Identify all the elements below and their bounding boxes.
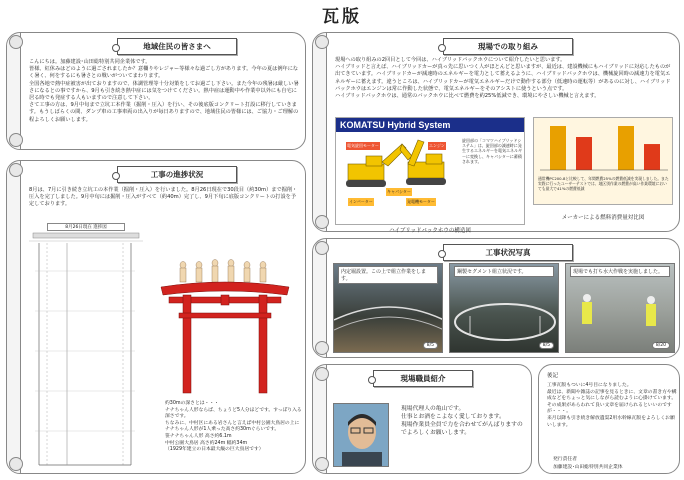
fuel-bar-3 bbox=[618, 126, 634, 170]
scroll-curl bbox=[315, 215, 329, 229]
photo-date: 8/5 bbox=[423, 342, 438, 349]
diagram-label: 8月26日現在 進捗図 bbox=[47, 223, 125, 231]
staff-text: 現場代理人の亀山です。 仕事とお酒をこよなく愛しております。 現場作業員全員で力を合わせてがんばりますのでよろしくお願いします。 bbox=[401, 406, 523, 436]
photo-2 bbox=[449, 263, 559, 353]
photos-heading: 工事状況写真 bbox=[443, 244, 573, 261]
staff-heading: 現場職員紹介 bbox=[373, 370, 473, 387]
scroll-edge bbox=[7, 33, 21, 149]
scroll-curl bbox=[9, 133, 23, 147]
fuel-bar-1 bbox=[550, 126, 566, 170]
fuel-bar-2 bbox=[576, 137, 592, 170]
hybrid-system-figure bbox=[335, 117, 525, 225]
greeting-text: こんにちは。加藤建設･山田総特別共同企業体です。 皆様、紅休みはどのように過ごされましたか？意欄りやレジャー等様々な過ごし方があります。今年の夏は例年になく暑く、何をするにも暑さとの戦いがついてまわります。 全国各地で熱中症被害が出ておりますので、体調管理等十分対策をしてお過ごし下さい。また今年の残暑は厳しい暑さになるとの事ですから、9月も引き続き熱中症には気をつけてください。熱中症は運動中や作業中以外にも自宅に居る時でも発症する人もいますので注意して下さい。 さて工事の方は、9月中旬まで立坑工本作業（掘削・圧入）を行い、その後底版コンクリート打設に移行していきます。もうしばらくの間、ダンプ車の工事車両の出入りが毎日ありますので、地域住民の皆様には、ご協力・ご理解の程よろしくお願いします。 bbox=[29, 59, 299, 123]
photo-1 bbox=[333, 263, 443, 353]
photo-3 bbox=[565, 263, 675, 353]
scroll-edge bbox=[313, 33, 327, 231]
diagram-description: 旋回部の「コマツハイブリッドシステム」は、旋回部の減速時に発生するエネルギーを電気エネルギーに変換し、キャパシターに蓄積されます。 bbox=[462, 138, 522, 164]
diagram-label-2: キャパシター bbox=[387, 189, 411, 194]
progress-panel bbox=[6, 160, 306, 474]
diagram-label-5: エンジン bbox=[429, 143, 445, 148]
komatsu-banner: KOMATSU Hybrid System bbox=[336, 118, 524, 132]
depth-note: 約30mの深さとは・・・ ナナちゃん人形ならば、ちょうど5人分ほどです。すっぽり入る深さです。 ちなみに、中村区にある岩さんと言えば中村公園大鳥居の上にナナちゃん人形が1人乗った高さ約30mぐらいです。 笹ナナちゃん人形 高さ約6.1m 中村公園大鳥居 高さ約24m 幅約34m （1929年建立の日本最大級の巨大鳥居です） bbox=[165, 401, 302, 453]
approach-text: 現場への取り組みの2回目として今回は、ハイブリッドバックホウについて紹介したいと思います。 ハイブリッドと言えば、ハイブリッドカーが真っ先に思いつく人がほとんどと思いますが、最近は、建設機械にもハイブリッドに対応したものが出てきています。ハイブリッドカーが減速時のエネルギーを電力として蓄えるように、ハイブリッドバックホウは、機械旋回時の減速力を電気エネルギーに蓄えます。違うところは、ハイブリッドカーが電気エネルギーだけで動作する部分（低速時の運転等）があるのに対し、ハイブリッドバックホウはエンジンは常に作動した状態で、電気エネルギーをそのアシストに使うという点です。 ハイブリッドバックホウは、通常のバックホウに比べて燃費を約25%低減でき、環境にやさしい機械と言えます。 bbox=[335, 57, 671, 100]
scroll-curl bbox=[9, 457, 23, 471]
photo-caption: 鋼製セグメント組立状況です。 bbox=[454, 266, 554, 277]
diagram-label-1: 電気旋回モーター bbox=[347, 143, 379, 148]
nana-figures bbox=[180, 260, 266, 283]
fuel-description: 通常機PC200-8と比較して、年間燃費25%の燃費低減を実現しました。また実際に行ったユーザーテストでは、地区別作業の燃費が高い作業環境においても最大で41%の燃費低減 bbox=[538, 176, 669, 191]
fuel-chart bbox=[534, 118, 673, 176]
diagram-label-4: 発電機モーター bbox=[407, 199, 435, 204]
greeting-heading: 地域住民の皆さまへ bbox=[117, 38, 237, 55]
progress-text: 8月は、7月に引き続き立坑工の本作業（掘削・圧入）を行いました。8月26日現在で30段目（約30m）まで掘削・圧入を完了しました。9月中旬には掘削・圧入がすべて（約40m）完了し、9月下旬に底版コンクリートの打設を予定しております。 bbox=[29, 187, 298, 208]
photo-date: 8/5 bbox=[539, 342, 554, 349]
scroll-curl bbox=[9, 35, 23, 49]
scroll-curl bbox=[315, 341, 329, 355]
issuer-label: 発行責任者 bbox=[553, 457, 577, 462]
segment-graphic bbox=[450, 264, 559, 353]
fuel-bar-4 bbox=[644, 144, 660, 170]
progress-heading: 工事の進捗状況 bbox=[117, 166, 237, 183]
workers-graphic bbox=[566, 264, 675, 353]
scroll-curl bbox=[315, 367, 329, 381]
greeting-panel bbox=[6, 32, 306, 150]
torii-gate bbox=[161, 282, 289, 393]
photo-caption: 現場でも打ち水大作戦を実施しました。 bbox=[570, 266, 670, 277]
shaft-diagram bbox=[27, 223, 145, 467]
approach-heading: 現場での取り組み bbox=[443, 38, 573, 55]
photo-caption: 内定堀設置。この上で組立作業をします。 bbox=[338, 266, 438, 284]
staff-photo bbox=[333, 403, 389, 467]
scroll-curl bbox=[315, 241, 329, 255]
person-graphic bbox=[334, 404, 389, 467]
photos-panel bbox=[312, 238, 680, 358]
scroll-edge bbox=[313, 239, 327, 357]
fuel-chart-figure bbox=[533, 117, 673, 205]
fuel-caption: メーカーによる燃料消費量対比図 bbox=[561, 215, 645, 221]
scroll-curl bbox=[9, 163, 23, 177]
postscript-text: 工事瓦版もついに4号目になりました。 最近は、新聞や雑誌の記事を見るときに、文章の書き方や構成などをちょっと気にしながら読むように心掛けています。その成果があらわれて良い文章を届けられるといいのですが・・・。 来月以降も引き続き解放遺渠2用水幹線瓦版をよろしくお願いします。 bbox=[547, 383, 677, 428]
approach-panel bbox=[312, 32, 680, 232]
diagram-label-3: インバーター bbox=[349, 199, 373, 204]
system-caption: ハイブリッドバックホウの構造図 bbox=[389, 228, 471, 234]
shaft-drawing bbox=[27, 231, 145, 467]
scroll-curl bbox=[315, 35, 329, 49]
scroll-edge bbox=[7, 161, 21, 473]
page-title: 瓦版 bbox=[322, 7, 362, 27]
torii-illustration bbox=[155, 257, 295, 397]
photo-date: 8/20 bbox=[652, 342, 670, 349]
postscript-heading: 後記 bbox=[547, 373, 559, 379]
issuer-name: 加藤建設･山田総特別共同企業体 bbox=[553, 465, 623, 470]
scroll-curl bbox=[315, 457, 329, 471]
staff-panel bbox=[312, 364, 532, 474]
postscript-panel bbox=[538, 364, 680, 474]
